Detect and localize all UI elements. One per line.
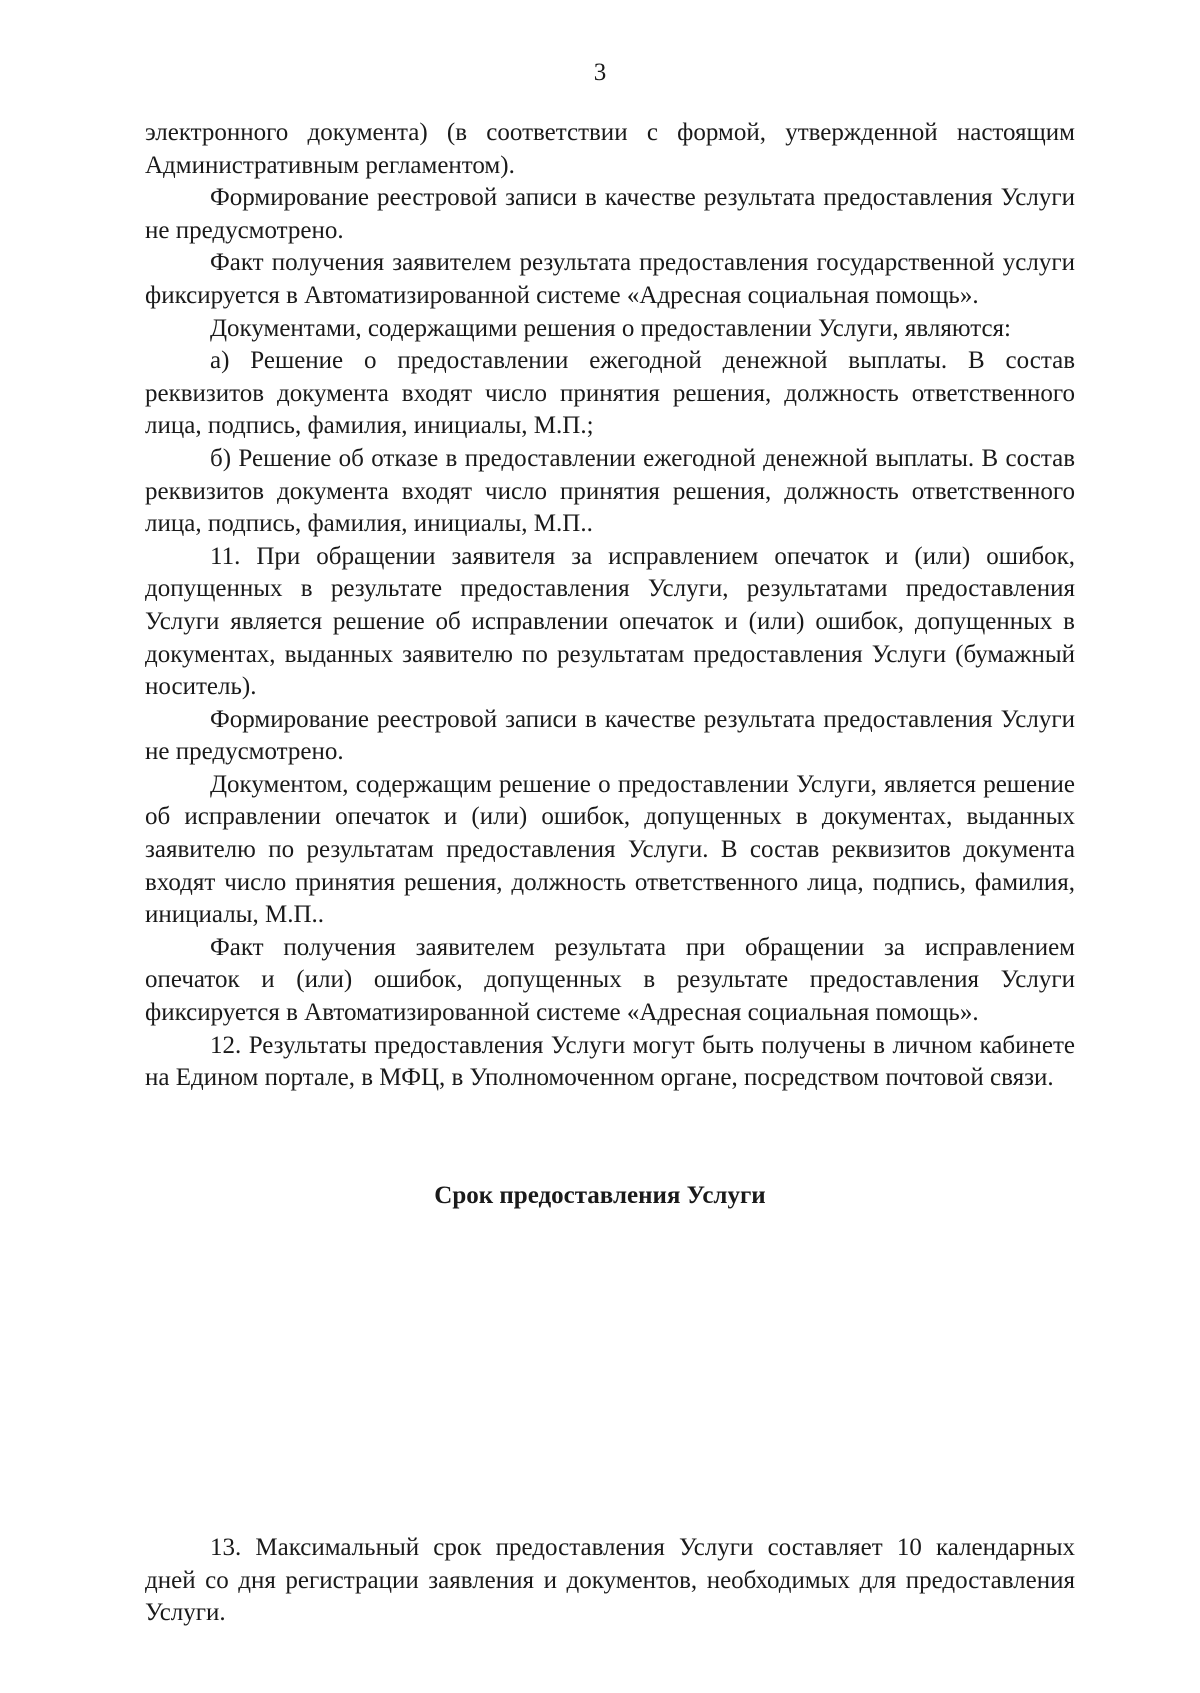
- paragraph-continuation: электронного документа) (в соответствии с формой, утвержденной настоящим Административным регламентом).: [145, 119, 1075, 179]
- paragraph-registry-record-2: Формирование реестровой записи в качестве результата предоставления Услуги не предусмотрено.: [145, 705, 1075, 766]
- paragraph-decision-documents: Документами, содержащими решения о предоставлении Услуги, являются:: [210, 314, 1011, 342]
- paragraph-registry-record: Формирование реестровой записи в качестве результата предоставления Услуги не предусмотрено.: [145, 184, 1075, 244]
- clause-13: 13. Максимальный срок предоставления Услуги составляет 10 календарных дней со дня регистрации заявления и документов, необходимых для предоставления Услуги.: [145, 1534, 1075, 1627]
- clause-12: 12. Результаты предоставления Услуги могут быть получены в личном кабинете на Едином портале, в МФЦ, в Уполномоченном органе, посредством почтовой связи.: [145, 1031, 1075, 1092]
- list-item-a: а) Решение о предоставлении ежегодной денежной выплаты. В состав реквизитов документа входят число принятия решения, должность ответственного лица, подпись, фамилия, инициалы, М.П.;: [145, 347, 1075, 440]
- list-item-b: б) Решение об отказе в предоставлении ежегодной денежной выплаты. В состав реквизитов документа входят число принятия решения, должность ответственного лица, подпись, фамилия, инициалы, М.П..: [145, 444, 1075, 538]
- body-text: [145, 117, 1075, 1095]
- paragraph-correction-receipt-fact: Факт получения заявителем результата при обращении за исправлением опечаток и (или) ошибок, допущенных в результате предоставления Услуги фиксируется в Автоматизированной системе «Адресная социальная помощь».: [145, 933, 1075, 1027]
- section-heading: Срок предоставления Услуги: [434, 1182, 766, 1209]
- paragraph-correction-document: Документом, содержащим решение о предоставлении Услуги, является решение об исправлении опечаток и (или) ошибок, допущенных в документах, выданных заявителю по результатам предоставления Услуги. В состав реквизитов документа входят число принятия решения, должность ответственного лица, подпись, фамилия, инициалы, М.П..: [145, 770, 1075, 929]
- section-body-text: [145, 1532, 1075, 1630]
- paragraph-receipt-fact: Факт получения заявителем результата предоставления государственной услуги фиксируется в Автоматизированной системе «Адресная социальная помощь».: [145, 249, 1075, 309]
- page-number: 3: [593, 59, 607, 86]
- clause-11: 11. При обращении заявителя за исправлением опечаток и (или) ошибок, допущенных в результате предоставления Услуги, результатами предоставления Услуги является решение об исправлении опечаток и (или) ошибок, допущенных в документах, выданных заявителю по результатам предоставления Услуги (бумажный носитель).: [145, 542, 1075, 701]
